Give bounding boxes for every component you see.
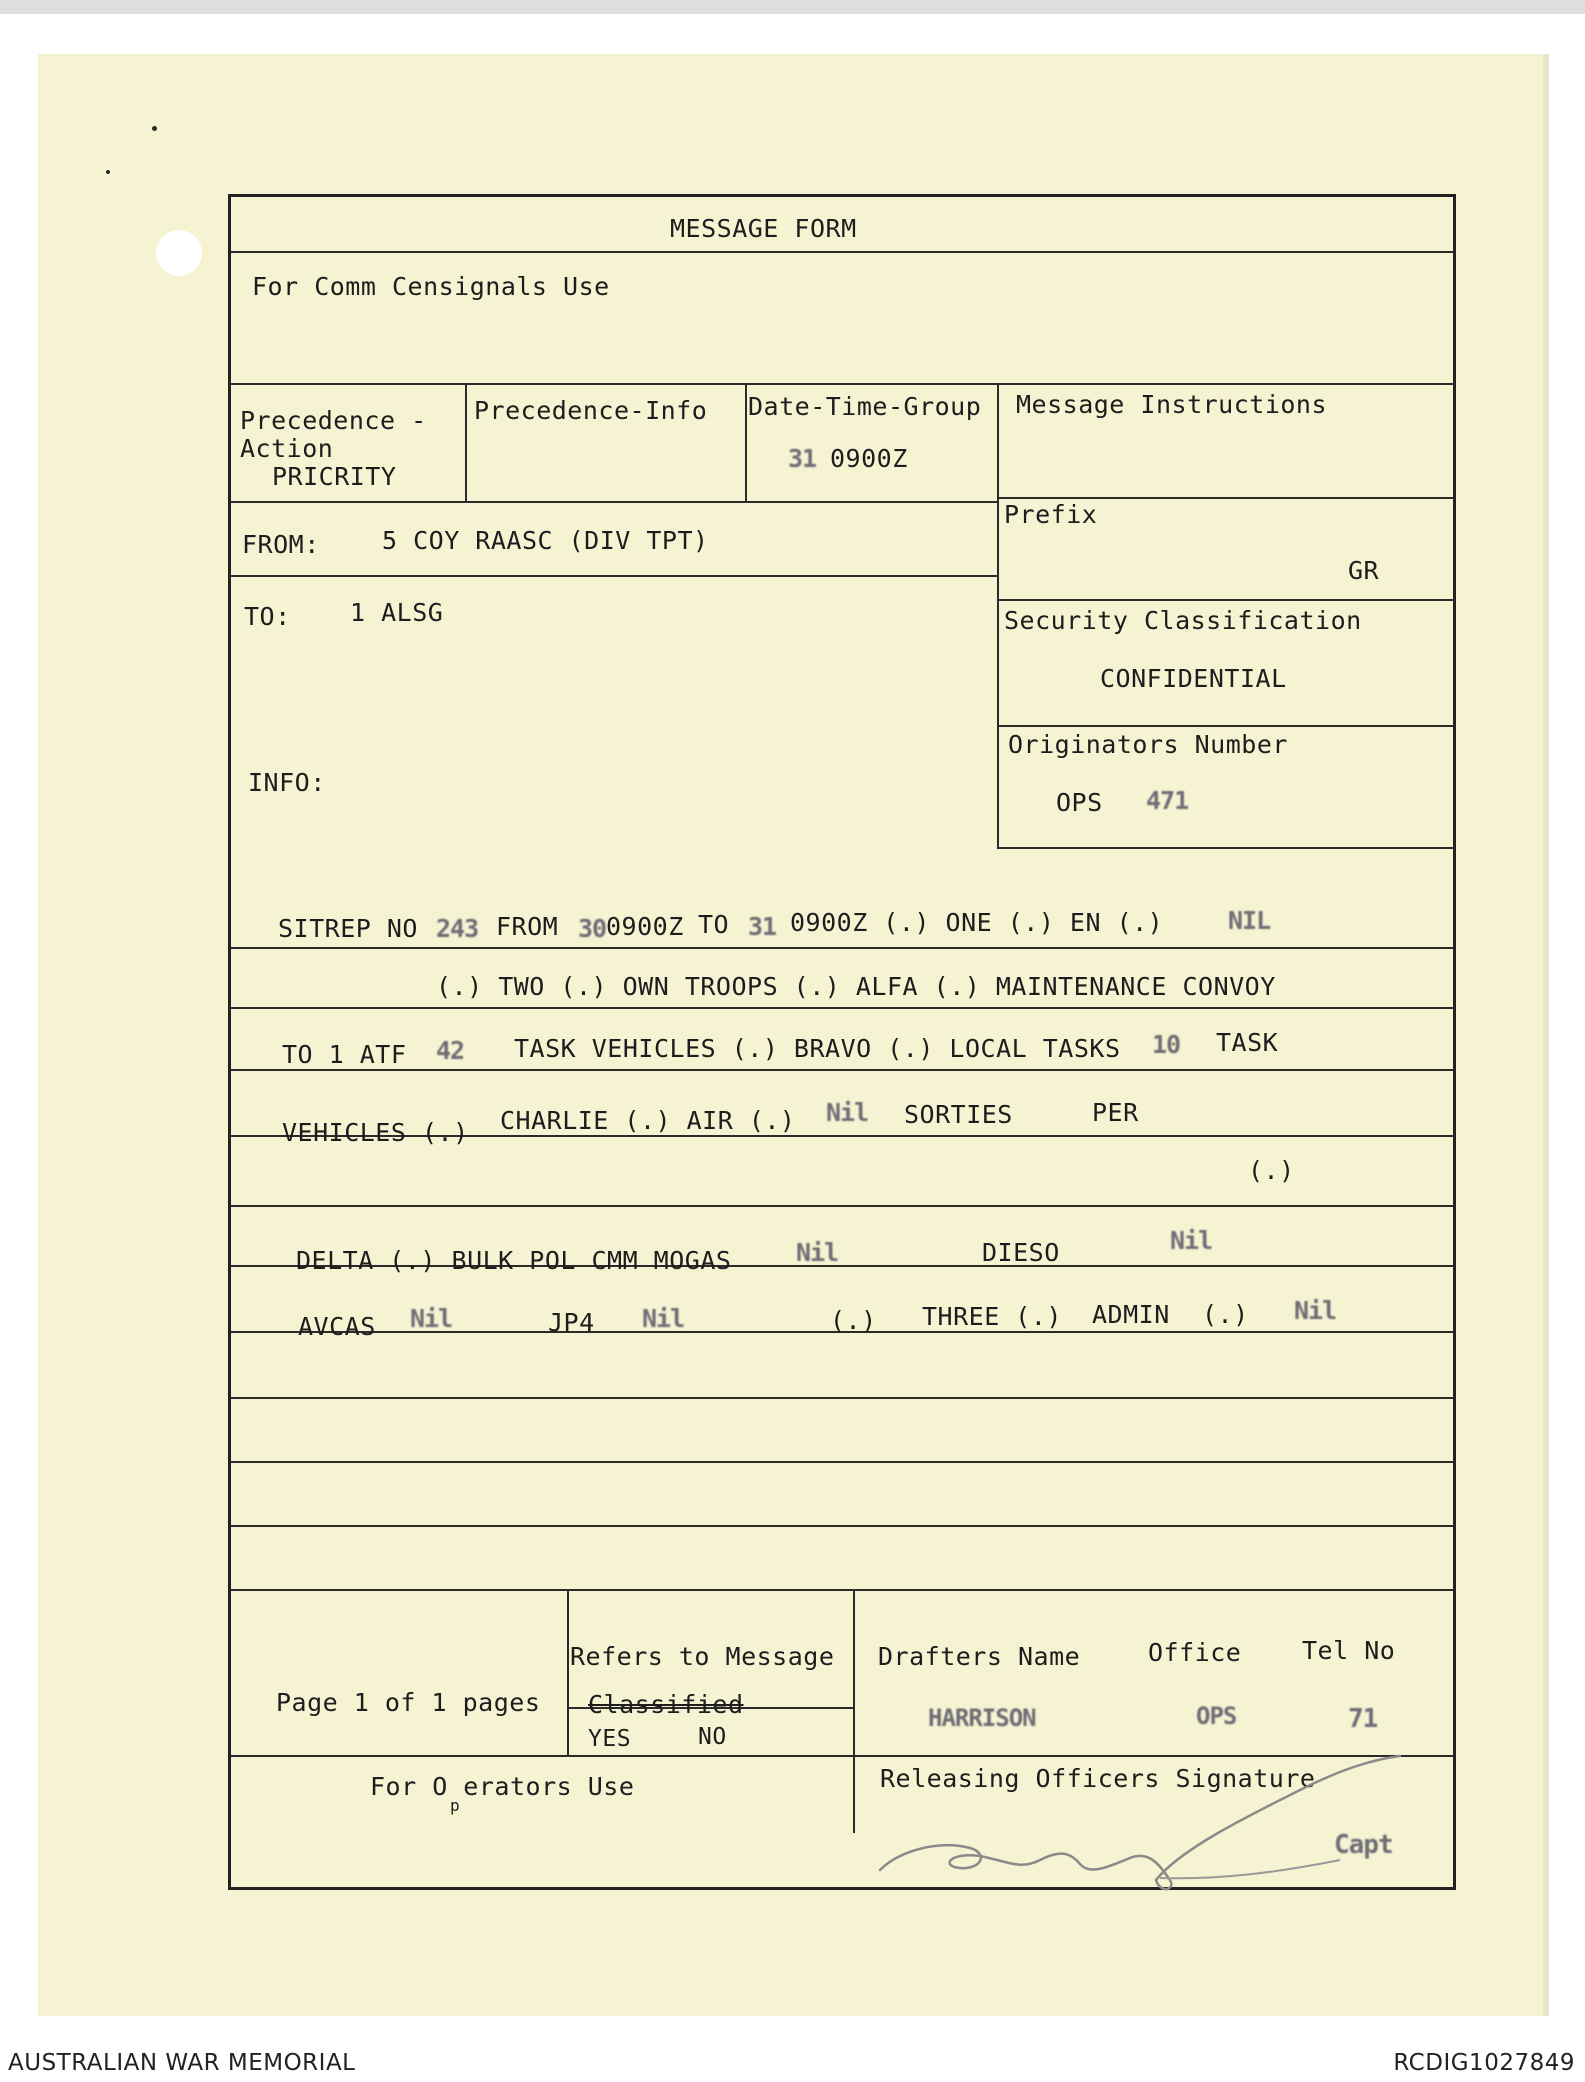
rule [853, 1589, 855, 1755]
body-rule [231, 1397, 1453, 1399]
body-value: NIL [1228, 906, 1271, 935]
body-value: Nil [1294, 1296, 1337, 1325]
body-value: Nil [1170, 1226, 1213, 1255]
office-label: Office [1148, 1638, 1242, 1667]
originators-label: Originators Number [1008, 730, 1288, 759]
body-value: 31 [748, 912, 777, 941]
dtg-label: Date-Time-Group [748, 392, 982, 421]
rule [997, 383, 999, 847]
speck [152, 126, 157, 131]
refers-classified: Classified [588, 1690, 744, 1719]
body-value: 30 [578, 914, 607, 943]
rule [745, 383, 747, 501]
message-instructions-label: Message Instructions [1016, 390, 1328, 419]
to-value: 1 ALSG [350, 598, 444, 627]
precedence-action-label-2: Action [240, 434, 334, 463]
body-text: VEHICLES (.) [282, 1118, 469, 1147]
body-text: TASK VEHICLES (.) BRAVO (.) LOCAL TASKS [514, 1034, 1121, 1063]
operators-p: p [450, 1796, 461, 1815]
body-text: THREE (.) [922, 1302, 1062, 1331]
rule [997, 497, 1453, 499]
footer-left: AUSTRALIAN WAR MEMORIAL [8, 2050, 356, 2076]
body-value: 42 [436, 1036, 465, 1065]
body-rule [231, 1069, 1453, 1071]
body-rule [231, 1205, 1453, 1207]
body-value: 243 [436, 914, 479, 943]
body-value: Nil [410, 1304, 453, 1333]
body-text: SORTIES [904, 1100, 1013, 1129]
body-text: DELTA (.) BULK POL CMM MOGAS [296, 1246, 732, 1275]
body-value: Nil [642, 1304, 685, 1333]
security-value: CONFIDENTIAL [1100, 664, 1287, 693]
body-text: TO [698, 910, 730, 939]
tel-value: 71 [1348, 1704, 1378, 1734]
comm-use-label: For Comm Censignals Use [252, 272, 610, 301]
page-info: Page 1 of 1 pages [276, 1688, 541, 1717]
refers-no: NO [698, 1724, 727, 1750]
drafter-value: HARRISON [928, 1704, 1036, 1732]
originators-number: 471 [1146, 786, 1189, 815]
rule [997, 599, 1453, 601]
footer-right: RCDIG1027849 [1393, 2050, 1575, 2076]
body-text: (.) TWO (.) OWN TROOPS (.) ALFA (.) MAINTENANCE CONVOY [436, 972, 1276, 1001]
rule [465, 383, 467, 501]
dtg-day: 31 [788, 444, 817, 473]
body-rule [231, 1007, 1453, 1009]
body-text: CHARLIE (.) AIR (.) [500, 1106, 796, 1135]
body-text: (.) [830, 1306, 877, 1335]
body-value: Nil [796, 1238, 839, 1267]
signature-stroke [1160, 1860, 1340, 1878]
punch-hole [156, 230, 202, 276]
body-value: 10 [1152, 1030, 1181, 1059]
speck [106, 170, 110, 174]
from-value: 5 COY RAASC (DIV TPT) [382, 526, 709, 555]
releasing-label: Releasing Officers Signature [880, 1764, 1316, 1793]
rule [231, 575, 997, 577]
rank-value: Capt [1334, 1830, 1393, 1860]
body-rule [231, 1461, 1453, 1463]
office-value: OPS [1196, 1702, 1237, 1730]
body-text: TO 1 ATF [282, 1040, 407, 1069]
prefix-value: GR [1348, 556, 1380, 585]
body-text: AVCAS [298, 1312, 376, 1341]
body-value: Nil [826, 1098, 869, 1127]
originators-prefix: OPS [1056, 788, 1103, 817]
rule [997, 725, 1453, 727]
rule [567, 1589, 569, 1755]
top-strip [0, 0, 1585, 14]
rule [231, 251, 1453, 253]
signature [860, 1740, 1420, 1900]
body-text: JP4 [548, 1308, 595, 1337]
dtg-time: 0900Z [830, 444, 908, 473]
body-text: SITREP NO [278, 914, 418, 943]
precedence-info-label: Precedence-Info [474, 396, 708, 425]
body-text: FROM [496, 912, 559, 941]
body-text: TASK [1216, 1028, 1279, 1057]
refers-yes: YES [588, 1726, 632, 1752]
body-text: 0900Z (.) ONE (.) EN (.) [790, 908, 1164, 937]
body-text: DIESO [982, 1238, 1060, 1267]
to-label: TO: [244, 602, 291, 631]
tel-label: Tel No [1302, 1636, 1396, 1665]
info-label: INFO: [248, 768, 326, 797]
prefix-label: Prefix [1004, 500, 1098, 529]
body-text: ADMIN [1092, 1300, 1170, 1329]
rule [231, 501, 997, 503]
security-label: Security Classification [1004, 606, 1362, 635]
body-rule [231, 1589, 1453, 1591]
rule [231, 383, 1453, 385]
operators-label: For O erators Use [370, 1772, 635, 1801]
body-text: 0900Z [606, 912, 684, 941]
drafter-label: Drafters Name [878, 1642, 1081, 1671]
form-title: MESSAGE FORM [670, 214, 857, 243]
body-rule [231, 947, 1453, 949]
body-text: (.) [1248, 1156, 1295, 1185]
rule [997, 847, 1453, 849]
body-text: PER [1092, 1098, 1139, 1127]
signature-stroke [880, 1756, 1400, 1889]
rule [853, 1755, 855, 1833]
body-text: (.) [1202, 1300, 1249, 1329]
body-rule [231, 1525, 1453, 1527]
from-label: FROM: [242, 530, 320, 559]
refers-label: Refers to Message [570, 1642, 835, 1671]
precedence-action-value: PRICRITY [272, 462, 397, 491]
precedence-action-label-1: Precedence - [240, 406, 427, 435]
paper-edge [1543, 54, 1549, 2016]
